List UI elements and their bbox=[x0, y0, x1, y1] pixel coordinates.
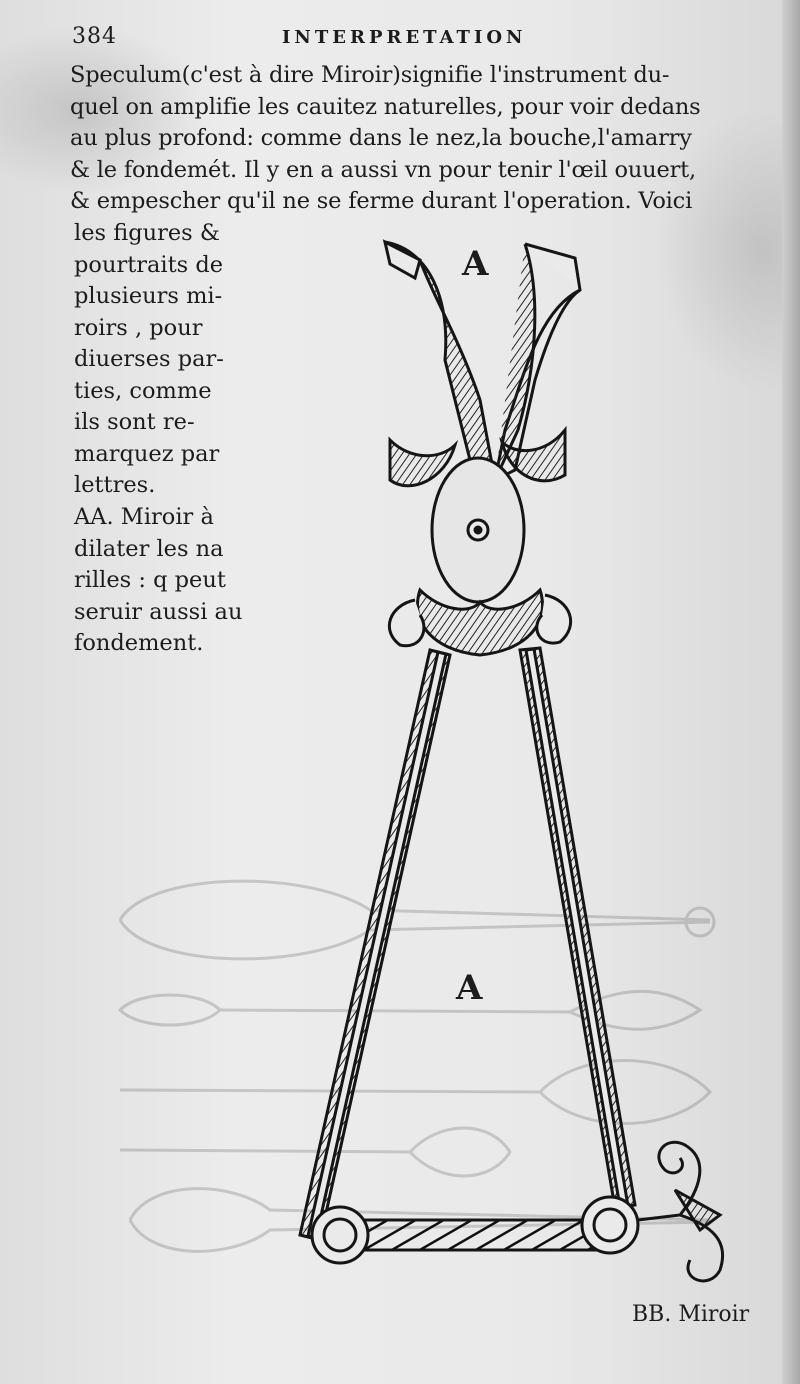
body-line: quel on amplifie les cauitez naturelles, pour voir dedans bbox=[70, 93, 701, 120]
catchword-caption: BB. Miroir bbox=[632, 1302, 750, 1327]
wrapped-line: pourtraits de bbox=[74, 251, 224, 278]
body-line: au plus profond: comme dans le nez,la bouche,l'amarry bbox=[70, 125, 692, 151]
caption-line: AA. Miroir à bbox=[74, 504, 214, 530]
body-line: & empescher qu'il ne se ferme durant l'operation. Voici bbox=[70, 188, 693, 214]
body-text bbox=[70, 60, 710, 218]
wrapped-line: plusieurs mi- bbox=[74, 283, 223, 309]
wrapped-line: les figures & bbox=[74, 220, 220, 246]
running-head: INTERPRETATION bbox=[282, 27, 527, 48]
wrapped-line: diuerses par- bbox=[74, 346, 224, 372]
figure-label-a-top: A bbox=[462, 244, 489, 284]
wrapped-text bbox=[74, 218, 242, 502]
wrapped-line: ils sont re- bbox=[74, 409, 195, 435]
page-number: 384 bbox=[72, 24, 117, 49]
wrapped-line: roirs , pour bbox=[74, 314, 203, 341]
figure-label-a-middle: A bbox=[456, 968, 483, 1008]
page-edge bbox=[782, 0, 800, 1384]
page-header bbox=[72, 24, 712, 54]
speculum-woodcut bbox=[280, 230, 750, 1290]
caption-line: dilater les na bbox=[74, 535, 224, 562]
figure-caption bbox=[74, 502, 244, 660]
wrapped-line: ties, comme bbox=[74, 377, 212, 404]
wrapped-line: lettres. bbox=[74, 472, 156, 498]
caption-line: fondement. bbox=[74, 630, 204, 656]
body-line: & le fondemét. Il y en a aussi vn pour tenir l'œil ouuert, bbox=[70, 156, 696, 183]
caption-line: seruir aussi au bbox=[74, 598, 243, 625]
caption-line: rilles : q peut bbox=[74, 567, 226, 593]
body-line: Speculum(c'est à dire Miroir)signifie l'instrument du- bbox=[70, 62, 670, 88]
wrapped-line: marquez par bbox=[74, 440, 220, 467]
